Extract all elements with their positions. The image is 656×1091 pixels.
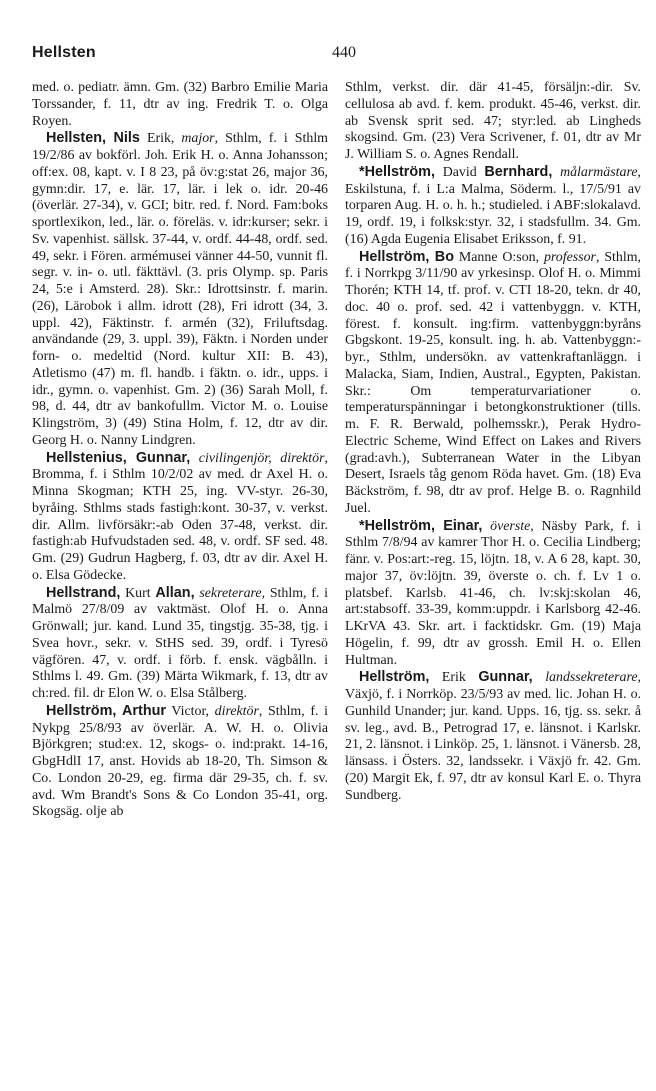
page-header bbox=[32, 44, 624, 68]
entry-given-name bbox=[190, 451, 199, 466]
entry-hellstrom-arthur bbox=[32, 703, 328, 821]
entry-continuation: Sthlm, verkst. dir. där 41-45, försäljn:-dir. Sv. cellulosa ab avd. f. kem. produkt. 45-46, verkst. dir. ab Svensk sprit sed. 47; styr:led. ab Lingheds skogsind. Gm. (23) Vera Scrivener, f. 01, dtr av Mr J. William S. o. Agnes Rendall. bbox=[345, 80, 641, 162]
entry-title: civilingenjör, direktör bbox=[198, 450, 325, 466]
entry-text: , Bromma, f. i Sthlm 10/2/02 av med. dr Axel H. o. Minna Skogman; KTH 25, ing. VV-styr. 26-30, byråing. Sthlms stads fastigh:kont. 30-37, v. verkst. dir. Allm. livförsäkr:-ab Oden 37-48, verkst. dir. fastigh:ab Hufvudstaden sed. 48, v. ordf. SF sed. 48. Gm. (29) Gudrun Hagberg, f. 03, dtr av dir. Axel H. o. Elsa Gödecke. bbox=[32, 450, 328, 583]
page-number: 440 bbox=[332, 44, 356, 61]
entry-given-name bbox=[482, 519, 490, 534]
right-column bbox=[345, 80, 641, 804]
entry-text: , Växjö, f. i Norrköp. 23/5/93 av med. lic. Johan H. o. Gunhild Unander; jur. kand. Upps. 16, tjg. ss. sekr. å sv. leg., avd. B., Petrograd 17, e. länsnot. i Karlskr. 21, 2. länsnot. i Linköp. 25, 1. länsnot. i Vänersb. 28, länsass. i Östers. 32, landssekr. i Växjö fr. 42. Gm. (20) Margit Ek, f. 97, dtr av konsul Karl E. o. Thyra Sundberg. bbox=[345, 670, 641, 803]
entry-title: landssekreterare bbox=[532, 670, 638, 686]
entry-name: Hellstrand, bbox=[46, 584, 121, 601]
entry-text: , Sthlm, f. i Norrkpg 3/11/90 av yrkesinsp. Olof H. o. Mimmi Thorén; KTH 14, tf. prof. v. CTI 18-20, tekn. dr 40, doc. 40 o. prof. sed. 42 i vattenbyggn. v. KTH, förest. f. konsult. ing:firm. vattenbyggn:byråns Gbgskont. 19-25, konsult. ing. h. ab. Vattenbyggn:-byr., Sthlm, undersökn. av vattenkraftanläggn. i Malacka, Siam, Indien, Austral., Egypten, Pakistan. Skr.: Om temperaturvariationer o. temperaturspänningar i betongkonstruktioner (tills. m. F. R. Berwald, polhemsskr.), Perak Hydro-Electric Scheme, Wind Effect on Lakes and Rivers (grad:avh.), Subterranean Water in the Libyan Desert, Israels tåg genom Röda havet. Gm. (18) Eva Bäckström, f. 98, dtr av prof. Helge B. o. Ragnhild Juel. bbox=[345, 249, 641, 516]
entry-name-secondary: Gunnar, bbox=[478, 669, 533, 686]
entry-given-name: Victor, bbox=[166, 703, 215, 719]
entry-given-name: Erik, bbox=[139, 131, 182, 147]
left-column bbox=[32, 80, 328, 821]
entry-name: Hellström, Arthur bbox=[46, 702, 166, 719]
entry-title: direktör bbox=[214, 703, 259, 719]
entry-given-name: Kurt bbox=[120, 585, 156, 601]
entry-name-secondary: Bernhard, bbox=[484, 163, 553, 180]
entry-hellsten-nils bbox=[32, 130, 328, 449]
entry-text: , Sthlm, f. i Malmö 27/8/09 av vaktmäst. Olof H. o. Anna Grönwall; jur. kand. Lund 35, tingstjg. 35-38, tjg. i Svea hovr., sekr. v. StHS sed. 39, ordf. i Tyresö vägfören. 47, v. ordf. i förb. f. ensk. vägbålln. i Sthlms l. 49. Gm. (39) Märta Wikmark, f. 13, dtr av ch:red. fil. dr Elon W. o. Elsa Stålberg. bbox=[32, 585, 328, 701]
entry-continuation: med. o. pediatr. ämn. Gm. (32) Barbro Emilie Maria Torssander, f. 11, dtr av ing. Fredrik T. o. Olga Royen. bbox=[32, 80, 328, 129]
entry-text: , Sthlm, f. i Nykpg 25/8/93 av överlär. A. W. H. o. Olivia Björkgren; stud:ex. 12, skogs- o. ind:prakt. 14-16, GbgHdlI 17, anst. Hovids ab 18-20, Th. Simson & Co. London 20-29, eg. firma där 29-35, ch. f. sv. avd. Wm Brandt's Sons & Co London 35-41, org. Skogsäg. olje ab bbox=[32, 703, 328, 820]
entry-text: , Eskilstuna, f. i L:a Malma, Söderm. l., 17/5/91 av torparen Aug. H. o. h. h.; studieled. i ABF:slokalavd. 19, ordf. 19, i folksk:styr. 32, i stadsfullm. 34. Gm. (16) Agda Eugenia Elisabet Eriksson, f. 91. bbox=[345, 164, 641, 247]
entry-text: , Sthlm, f. i Sthlm 19/2/86 av bokförl. Joh. Erik H. o. Anna Johansson; off:ex. 08, kapt. v. I 8 23, på öv:g:stat 26, major 36, gymn:dir. 17, e. lär. 17, lär. i lek o. idr. 20-46 (överlär. 27-34), v. GCI; bitr. red. f. Nord. Fam:boks sportlexikon, led., lär. o. föreläs. v. idr:kurser; sekr. i Sv. vapenhist. sällsk. 37-44, v. ordf. 44-48, ordf. sed. 49, sekr. i Fören. armémusei vänner 44-50, vunnit fl. segr. v. in- o. utl. fäkttävl. (3. pris Olymp. sp. Paris 24, 5:e i Amsterd. 28). Skr.: Idrottsinstr. f. marin. (26), Lärobok i allm. idrott (28), Fri idrott (34, 3. uppl. 42), Fäktinstr. f. armén (32), Friluftsdag. användande (29, 3. uppl. 39), Fäktn. i Norden under forn- o. medeltid (Nord. kultur XII: B. 43), Atletismo (47) m. fl. handb. i fäktn. o. idr., upps. i idr., gymn. o. vapenhist. Gm. 2) (36) Sarah Moll, f. 98, d. 44, dtr av bankofullm. Victor M. o. Louise Klingström, 3) (49) Stina Holm, f. 12, dtr av dir. Georg H. o. Nanny Lindgren. bbox=[32, 131, 328, 448]
entry-hellstrand-allan bbox=[32, 585, 328, 703]
running-head: Hellsten bbox=[32, 44, 96, 61]
entry-hellstrom-bernhard bbox=[345, 164, 641, 249]
entry-name: *Hellström, bbox=[359, 163, 435, 180]
entry-title: målarmästare bbox=[552, 164, 638, 180]
entry-title: professor bbox=[543, 249, 596, 265]
entry-name-secondary: Allan, bbox=[155, 584, 195, 601]
entry-hellstenius-gunnar bbox=[32, 450, 328, 585]
entry-given-name: Erik bbox=[429, 670, 479, 686]
entry-title: överste bbox=[490, 518, 531, 534]
entry-name: *Hellström, Einar, bbox=[359, 517, 483, 534]
entry-name: Hellström, Bo bbox=[359, 248, 454, 265]
entry-given-name: David bbox=[434, 164, 485, 180]
entry-name: Hellsten, Nils bbox=[46, 130, 140, 147]
entry-name: Hellstenius, Gunnar, bbox=[46, 449, 191, 466]
entry-hellstrom-gunnar bbox=[345, 669, 641, 804]
entry-hellstrom-einar bbox=[345, 518, 641, 670]
entry-hellstrom-bo bbox=[345, 249, 641, 518]
entry-title: sekreterare bbox=[194, 585, 262, 601]
entry-name: Hellström, bbox=[359, 669, 430, 686]
entry-text: , Näsby Park, f. i Sthlm 7/8/94 av kamrer Thor H. o. Cecilia Lindberg; fänr. v. Pos:art:-reg. 15, löjtn. 18, v. A 6 28, kapt. 30, major 37, öv:löjtn. 39, överste o. ch. f. Lv 1 o. platsbef. Karlsb. 41-46, ch. lv:skj:skolan 46, art:stabsoff. 33-39, komm:uppdr. i Karlsborg 42-46. LKrVA 43. Skr. art. i facktidskr. Gm. (19) Maja Högelin, f. 99, dtr av grossh. Emil H. o. Ellen Hultman. bbox=[345, 518, 641, 668]
entry-given-name: Manne O:son, bbox=[454, 249, 544, 265]
entry-title: major bbox=[181, 131, 215, 147]
